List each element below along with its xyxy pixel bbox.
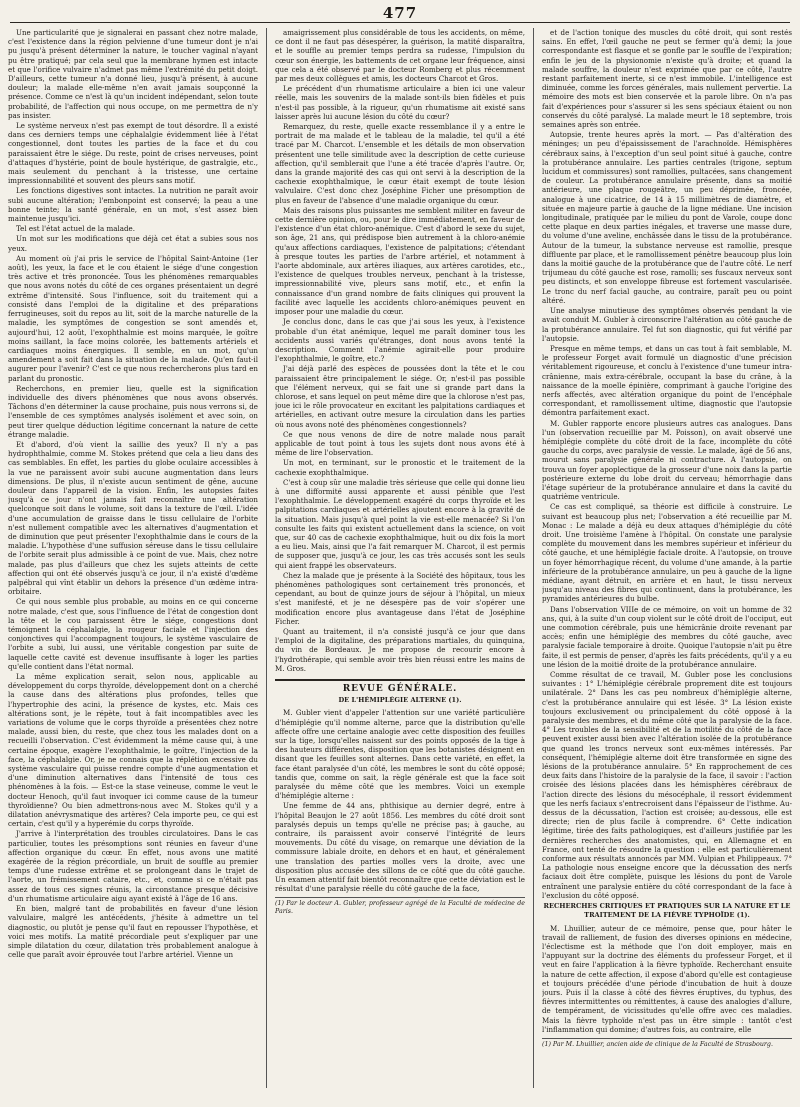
paragraph: J'ai déjà parlé des espèces de poussées dont la tête et le cou paraissaient être principalement le siége. Or, n'est-il pas possible que l'élément nerveux, qui se fait une si grande part dans la chlorose, et sans lequel on peut même dire que la chlorose n'est pas, joue ici le rôle provocateur en excitant les palpitations cardiaques et artérielles, en activant outre mesure la circulation dans les parties où nous avons noté des phénomènes congestionnels? <box>275 364 525 429</box>
header-rule <box>10 22 790 23</box>
paragraph: Dans l'observation VIIIe de ce mémoire, on voit un homme de 32 ans, qui, à la suite d'un coup violent sur le côté droit de l'occiput, eut une commotion cérébrale, puis une hémicrânie droite revenant par accès; enfin une hémiplégie des membres du côté gauche, avec paralysie faciale temporaire à droite. Quoique l'autopsie n'ait pu être faite, il est permis de penser, d'après les faits précédents, qu'il y a eu une lésion de la moitié droite de la protubérance annulaire. <box>542 604 792 669</box>
paragraph: C'est à coup sûr une maladie très sérieuse que celle qui donne lieu à une difformité aussi apparente et aussi pénible que l'est l'exophthalmie. Le développement exagéré du corps thyroïde et les palpitations cardiaques et artérielles ajoutent encore à la gravité de la situation. Mais jusqu'à quel point la vie est-elle menacée? Si l'on consulte les faits qui existent actuellement dans la science, on voit que, sur 40 cas de cachexie exophthalmique, huit ou dix fois la mort a eu lieu. Mais, ainsi que l'a fait remarquer M. Charcot, il est permis de supposer que, jusqu'à ce jour, les cas très accusés sont les seuls qui aient frappé les observateurs. <box>275 477 525 570</box>
paragraph: Ce cas est compliqué, sa théorie est difficile à construire. Le suivant est beaucoup plus net; l'observation a été recueillie par M. Monac : Le malade a déjà eu deux attaques d'hémiplégie du côté droit. Une troisième l'amène à l'hôpital. On constate une paralysie complète du mouvement dans les membres supérieur et inférieur du côté gauche, et une hémiplégie faciale droite. A l'autopsie, on trouve un foyer hémorrhagique récent, du volume d'une amande, à la partie inférieure de la protubérance annulaire, un peu à gauche de la ligne médiane, ayant détruit, en arrière et en haut, le tissu nerveux jusqu'au niveau des fibres qui continuent, dans la protubérance, les pyramides antérieures du bulbe. <box>542 502 792 604</box>
paragraph: amaigrissement plus considérable de tous les accidents, on même, ce dont il ne faut pas désespérer, la guérison, la matité disparaîtra, et le souffle au premier temps perdra sa rudesse, l'impulsion du cœur son énergie, les battements de cet organe leur fréquence, ainsi que cela a été observé par le docteur Romberg et plus récemment par mes deux collègues et amis, les docteurs Charcot et Gros. <box>275 28 525 84</box>
paragraph: Quant au traitement, il n'a consisté jusqu'à ce jour que dans l'emploi de la digitaline, des préparations martiales, du quinquina, du vin de Bordeaux. Je me propose de recourir encore à l'hydrothérapie, qui semble avoir très bien réussi entre les mains de M. Gros. <box>275 627 525 673</box>
footnote: (1) Par M. Lhuillier, ancien aide de clinique de la Faculté de Strasbourg. <box>542 1038 792 1049</box>
paragraph: Presque en même temps, et dans un cas tout à fait semblable, M. le professeur Forget avait formulé un diagnostic d'une précision véritablement rigoureuse, et conclu à l'existence d'une tumeur intra-crânienne, mais extra-cérébrale, occupant la base du crâne, à la naissance de la moelle épinière, comprimant à gauche l'origine des nerfs affectés, avec altération organique du point de l'encéphale correspondant, et ramollissement ultime, diagnostic que l'autopsie démontra parfaitement exact. <box>542 343 792 418</box>
column-2 <box>275 28 525 1088</box>
paragraph: Une femme de 44 ans, phthisique au dernier degré, entre à l'hôpital Beaujon le 27 août 1856. Les membres du côté droit sont paralysés depuis un temps qu'elle ne précise pas; à gauche, au contraire, ils paraissent avoir conservé l'intégrité de leurs mouvements. Du côté du visage, on remarque une déviation de la commissure labiale droite, en dehors et en haut, et généralement une translation des parties molles vers la droite, avec une disposition plus accusée des sillons de ce côté que du côté gauche. Un examen attentif fait bientôt reconnaître que cette déviation est le résultat d'une paralysie réelle du côté gauche de la face, <box>275 801 525 894</box>
paragraph: Les fonctions digestives sont intactes. La nutrition ne paraît avoir subi aucune altération; l'embonpoint est conservé; la peau a une bonne teinte; la santé générale, en un mot, s'est assez bien maintenue jusqu'ici. <box>8 186 258 224</box>
column-1 <box>8 28 258 1088</box>
footnote: (1) Par le docteur A. Gubler, professeur agrégé de la Faculté de médecine de Paris. <box>275 897 525 916</box>
paragraph: M. Gubler vient d'appeler l'attention sur une variété particulière d'hémiplégie qu'il nomme alterne, parce que la distribution qu'elle affecte offre une certaine analogie avec cette disposition des feuilles sur la tige, lorsqu'elles naissent sur des points opposés de la tige à des hauteurs différentes, disposition que les botanistes désignent en disant que les feuilles sont alternes. Dans cette variété, en effet, la face étant paralysée d'un côté, les membres le sont du côté opposé; tandis que, comme on sait, la règle générale est que la face soit paralysée du même côté que les membres. Voici un exemple d'hémiplégie alterne : <box>275 708 525 801</box>
paragraph: Une particularité que je signalerai en passant chez notre malade, c'est l'existence dans la région pelvienne d'une tumeur dont je n'ai pu jusqu'à présent déterminer la nature, le toucher vaginal n'ayant pu être pratiqué; par cela seul que la membrane hymen est intacte et que l'orifice vulvaire n'admet pas même l'extrémité du petit doigt. D'ailleurs, cette tumeur n'a donné lieu, jusqu'à présent, à aucune douleur; la malade elle-même n'en avait jamais soupçonné la présence. Comme ce n'est là qu'un incident indépendant, selon toute probabilité, de l'affection qui nous occupe, on me permettra de n'y pas insister. <box>8 28 258 120</box>
paragraph: Un mot, en terminant, sur le pronostic et le traitement de la cachexie exophthalmique. <box>275 458 525 477</box>
section-title: REVUE GÉNÉRALE. <box>275 679 525 694</box>
paragraph: Au moment où j'ai pris le service de l'hôpital Saint-Antoine (1er août), les yeux, la face et le cou étaient le siége d'une congestion très active et très prononcée. Tous les phénomènes remarquables que nous avons notés du côté de ces organes présentaient un degré extrême d'intensité. Sous l'influence, soit du traitement qui a consisté dans l'emploi de la digitaline et des préparations ferrugineuses, soit du repos au lit, soit de la marche naturelle de la maladie, les symptômes de congestion se sont amendés et, aujourd'hui, 12 août, l'exophthalmie est moins marquée, le goître moins saillant, la face moins colorée, les battements artériels et cardiaques moins énergiques. Il semble, en un mot, qu'un amendement a soit fait dans la situation de la malade. Qu'en faut-il augurer pour l'avenir? C'est ce que nous rechercherons plus tard en parlant du pronostic. <box>8 253 258 383</box>
paragraph: M. Gubler rapporte encore plusieurs autres cas analogues. Dans l'un (observation recueillie par M. Poisson), on avait observé une hémiplégie complète du côté droit de la face, incomplète du côté gauche du corps, avec paralysie de vessie. Le malade, âgé de 56 ans, mourut sans paralysie générale ni contracture. A l'autopsie, on trouva un foyer apoplectique de la grosseur d'une noix dans la partie postérieure externe du lobe droit du cerveau; hémorrhagie dans l'étage supérieur de la protubérance annulaire et dans la cavité du quatrième ventricule. <box>542 418 792 502</box>
paragraph: Et d'abord, d'où vient la saillie des yeux? Il n'y a pas hydrophthalmie, comme M. Stokes prétend que cela a lieu dans des cas semblables. En effet, les parties du globe oculaire accessibles à la vue ne paraissent avoir subi aucune augmentation dans leurs dimensions. De plus, il n'existe aucun sentiment de gêne, aucune douleur dans l'appareil de la vision. Enfin, les autopsies faites jusqu'à ce jour n'ont jamais fait reconnaître une altération quelconque soit dans le volume, soit dans la texture de l'œil. L'idée d'une accumulation de graisse dans le tissu cellulaire de l'orbite n'est nullement compatible avec les alternatives d'augmentation et de diminution que peut présenter l'exophthalmie dans le cours de la maladie. L'hypothèse d'une suffusion séreuse dans le tissu cellulaire de l'orbite serait plus admissible à ce point de vue. Mais, chez notre malade, pas plus d'ailleurs que chez les sujets atteints de cette affection qui ont été observés jusqu'à ce jour, il n'a existé d'œdème palpébral qui vînt établir un dehors la présence d'un œdème intra-orbitaire. <box>8 439 258 597</box>
paragraph: Remarquez, du reste, quelle exacte ressemblance il y a entre le portrait de ma malade et le tableau de la maladie, tel qu'il a été tracé par M. Charcot. L'ensemble et les détails de mon observation présentent une telle similitude avec la description de cette curieuse affection, qu'il semblerait que l'une a été tracée d'après l'autre. Or, dans la grande majorité des cas qui ont servi à la description de la cachexie exophthalmique, le cœur était exempt de toute lésion valvulaire. C'est donc chez Joséphine Ficher une présomption de plus en faveur de l'absence d'une maladie organique du cœur. <box>275 122 525 205</box>
column-divider <box>533 28 534 1088</box>
paragraph: La même explication serait, selon nous, applicable au développement du corps thyroïde, développement dont on a cherché la cause dans des altérations plus profondes, telles que l'hypertrophie des acini, la présence de kystes, etc. Mais ces altérations sont, je le répète, tout à fait incompatibles avec les variations de volume que le corps thyroïde a présentées chez notre malade, aussi bien, du reste, que chez tous les malades dont on a recueilli l'observation. C'est évidemment la même cause qui, à une certaine époque, exagère l'exophthalmie, le goître, l'injection de la face, la céphalalgie. Or, je ne connais que la réplétion excessive du système vasculaire qui puisse rendre compte d'une augmentation et d'une diminution alternatives dans l'intensité de tous ces phénomènes à la fois. — Est-ce la stase veineuse, comme le veut le docteur Henoch, qu'il faut invoquer ici comme cause de la tumeur thyroïdienne? Ou bien admettrons-nous avec M. Stokes qu'il y a dilatation anévrysmatique des artères? Cela importe peu, ce qui est certain, c'est qu'il y a hyperémie du corps thyroïde. <box>8 672 258 829</box>
paragraph: Tel est l'état actuel de la malade. <box>16 224 135 234</box>
paragraph: Le système nerveux n'est pas exempt de tout désordre. Il a existé dans ces derniers temps une céphalalgie évidemment liée à l'état congestionnel, dont toutes les parties de la face et du cou paraissaient être le siége. Du reste, point de crises nerveuses, point d'attaques d'hystérie, point de boule hystérique, de gastralgie, etc., mais seulement du penchant à la tristesse, une certaine impressionnabilité et souvent des pleurs sans motif. <box>8 121 258 186</box>
paragraph: Autopsie, trente heures après la mort. — Pas d'altération des méninges; un peu d'épaississement de l'arachnoïde. Hémisphères cérébraux sains, à l'exception d'un seul point situé à gauche, contre la protubérance annulaire. Les parties centrales (trigone, septum lucidum et commissures) sont ramollies, pultacées, sans changement de couleur. La protubérance annulaire présente, dans sa moitié antérieure, une plaque rougeâtre, un peu déprimée, froncée, analogue à une cicatrice, de 14 à 15 millimètres de diamètre, et située en majeure partie à gauche de la ligne médiane. Une incision longitudinale, pratiquée par le milieu du pont de Varole, coupe donc cette plaque en deux parties inégales, et traverse une masse dure, du volume d'une aveline, enchâssée dans le tissu de la protubérance. Autour de la tumeur, la substance nerveuse est ramollie, presque diffluente par place, et le ramollissement pénètre beaucoup plus loin dans la moitié gauche de la protubérance que de l'autre côté. Le nerf trijumeau du côté gauche est rose, ramolli; ses fuscaux nerveux sont peu distincts, et son enveloppe fibreuse est fortement vascularisée. Le tronc du nerf facial gauche, au contraire, paraît peu ou point altéré. <box>542 130 792 305</box>
text-columns <box>8 28 792 1088</box>
column-divider <box>266 28 267 1088</box>
paragraph: Chez la malade que je présente à la Société des hôpitaux, tous les phénomènes pathologiques sont certainement très prononcés, et cependant, au bout de quinze jours de séjour à l'hôpital, un mieux s'est manifesté, et je ne désespère pas de voir s'opérer une modification encore plus avantageuse dans l'état de Joséphine Ficher. <box>275 570 525 626</box>
paragraph: Comme résultat de ce travail, M. Gubler pose les conclusions suivantes : 1° L'hémiplégie cérébrale proprement dite est toujours unilatérale. 2° Dans les cas peu nombreux d'hémiplégie alterne, c'est la protubérance annulaire qui est lésée. 3° La lésion existe toujours exclusivement ou principalement du côté opposé à la paralysie des membres, et du même côté que la paralysie de la face. 4° Les troubles de la sensibilité et de la motilité du côté de la face peuvent exister aussi bien avec l'altération isolée de la protubérance que quand les troncs nerveux sont eux-mêmes intéressés. Par conséquent, l'hémiplégie alterne doit être transformée en signe des lésions de la protubérance annulaire. 5° En rapprochement de ces deux faits dans l'histoire de la paralysie de la face, il savoir : l'action croisée des lésions placées dans les hémisphères cérébraux de l'action directe des lésions du mésocéphale, il ressort évidemment que les nerfs faciaux s'entrecroisent dans l'épaisseur de l'isthme. Au-dessus de la décussation, l'action est croisée; au-dessous, elle est directe; rien de plus facile à comprendre. 6° Cette indication légitime, tirée des faits pathologiques, est d'ailleurs justifiée par les dernières recherches des anatomistes, qui, en Allemagne et en France, ont tenté de résoudre la question : elle est particulièrement conforme aux résultats annoncés par MM. Vulpian et Philippeaux. 7° La pathologie nous enseigne encore que la décussation des nerfs faciaux doit être complète, puisque les lésions du pont de Varole entraînent une paralysie entière du côté correspondant de la face à l'exclusion du côté opposé. <box>542 670 792 900</box>
paragraph: Recherchons, en premier lieu, quelle est la signification individuelle des divers phénomènes que nous avons observés. Tâchons d'en déterminer la cause prochaine, puis nous verrons si, de l'ensemble de ces symptômes analysés isolément et avec soin, on peut tirer quelque déduction légitime concernant la nature de cette étrange maladie. <box>8 383 258 439</box>
subsection-title: DE L'HÉMIPLÉGIE ALTERNE (1). <box>338 696 462 705</box>
paragraph: Je conclus donc, dans le cas que j'ai sous les yeux, à l'existence probable d'un état anémique, lequel me paraît dominer tous les accidents aussi variés qu'étranges, dont nous avons tenté la description. Comment l'anémie agirait-elle pour produire l'exophthalmie, le goître, etc.? <box>275 317 525 364</box>
paragraph: Un mot sur les modifications que déjà cet état a subies sous nos yeux. <box>8 234 258 253</box>
paragraph: Ce que nous venons de dire de notre malade nous paraît applicable de tout point à tous les sujets dont nous avons été à même de lire l'observation. <box>275 429 525 458</box>
paragraph: M. Lhuillier, auteur de ce mémoire, pense que, pour hâter le travail de ralliement, de fusion des diverses opinions en médecine, l'éclectisme est la méthode que l'on doit employer, mais en l'appuyant sur la doctrine des éléments du professeur Forget, et il veut en faire l'application à la fièvre typhoïde. Recherchant ensuite la nature de cette affection, il expose d'abord qu'elle est contagieuse et toujours précédée d'une période d'incubation de huit à douze jours. Puis il la classe à côté des fièvres éruptives, du typhus, des fièvres intermittentes ou rémittentes, à cause des analogies d'allure, de tempérament, de vicissitudes qu'elle offre avec ces maladies. Mais la fièvre typhoïde n'est pas un être simple : tantôt c'est l'inflammation qui domine; d'autres fois, au contraire, elle <box>542 923 792 1034</box>
page-number: 477 <box>382 4 418 22</box>
paragraph: Une analyse minutieuse des symptômes observés pendant la vie avait conduit M. Gubler à circonscrire l'altération au côté gauche de la protubérance annulaire. Tel fut son diagnostic, qui fut vérifié par l'autopsie. <box>542 306 792 343</box>
subsection-title: RECHERCHES CRITIQUES ET PRATIQUES SUR LA NATURE ET LE TRAITEMENT DE LA FIÈVRE TYPHOÏDE (1). <box>543 902 791 920</box>
paragraph: Mais des raisons plus puissantes me semblent militer en faveur de cette dernière opinion, ou, pour le dire immédiatement, en faveur de l'existence d'un état chloro-anémique. C'est d'abord le sexe du sujet, son âge, 21 ans, qui prédispose bien autrement à la chloro-anémie qu'aux affections cardiaques, l'existence de palpitations; c'étendant à presque toutes les parties de l'arbre artériel, et notamment à l'aorte abdominale, aux artères iliaques, aux artères carotides, etc., l'existence de quelques troubles nerveux, penchant à la tristesse, impressionnabilité vive, pleurs sans motif, etc., et enfin la connaissance d'un grand nombre de faits cliniques qui prouvent la facilité avec laquelle les accidents chloro-anémiques peuvent en imposer pour une maladie du cœur. <box>275 205 525 317</box>
paragraph: et de l'action tonique des muscles du côté droit, qui sont restés sains. En effet, l'œil gauche ne peut se fermer qu'à demi; la joue correspondante est flasque et se gonfle par le souffle de l'expiration; enfin le jeu de la physionomie n'existe qu'à droite; et quand la malade souffre, la douleur n'est exprimée que par ce côté, l'autre restant parfaitement inerte, si ce n'est immobile. L'intelligence est diminuée, comme les forces générales, mais nullement pervertie. La mémoire des mots est bien conservée et la parole libre. On n'a pas fait d'expériences pour s'assurer si les sens spéciaux étaient ou non conservés du côté paralysé. La malade meurt le 18 septembre, trois semaines après son entrée. <box>542 28 792 130</box>
paragraph: Ce qui nous semble plus probable, au moins en ce qui concerne notre malade, c'est que, sous l'influence de l'état de congestion dont la tête et le cou paraissent être le siége, congestions dont témoignent la céphalalgie, la rougeur faciale et l'injection des conjonctives qui l'accompagnent toujours, le système vasculaire de l'orbite a subi, lui aussi, une véritable congestion par suite de laquelle cette cavité est devenue insuffisante à loger les parties qu'elle contient dans l'état normal. <box>8 597 258 671</box>
column-3 <box>542 28 792 1088</box>
paragraph: Le précédent d'un rhumatisme articulaire a bien ici une valeur réelle, mais les souvenirs de la malade sont-ils bien fidèles et puis n'est-il pas possible, à la rigueur, qu'un rhumatisme ait existé sans laisser après lui aucune lésion du côté du cœur? <box>275 84 525 121</box>
paragraph: J'arrive à l'interprétation des troubles circulatoires. Dans le cas particulier, toutes les présomptions sont réunies en faveur d'une affection organique du cœur. En effet, nous avons une matité exagérée de la région précordiale, un bruit de souffle au premier temps d'une rudesse extrême et se prolongeant dans le trajet de l'aorte, un frémissement cataire, etc., et, comme si ce n'était pas assez de tous ces signes réunis, la circonstance presque décisive d'un rhumatisme articulaire aigu ayant existé à l'âge de 16 ans. <box>8 829 258 903</box>
paragraph: En bien, malgré tant de probabilités en faveur d'une lésion valvulaire, malgré les antécédents, j'hésite à admettre un tel diagnostic, ou plutôt je pense qu'il faut en repousser l'hypothèse, et voici mes motifs. La matité précordiale peut s'expliquer par une simple dilatation du cœur, dilatation très probablement analogue à celle que paraît avoir éprouvée tout l'arbre artériel. Vienne un <box>8 904 258 960</box>
